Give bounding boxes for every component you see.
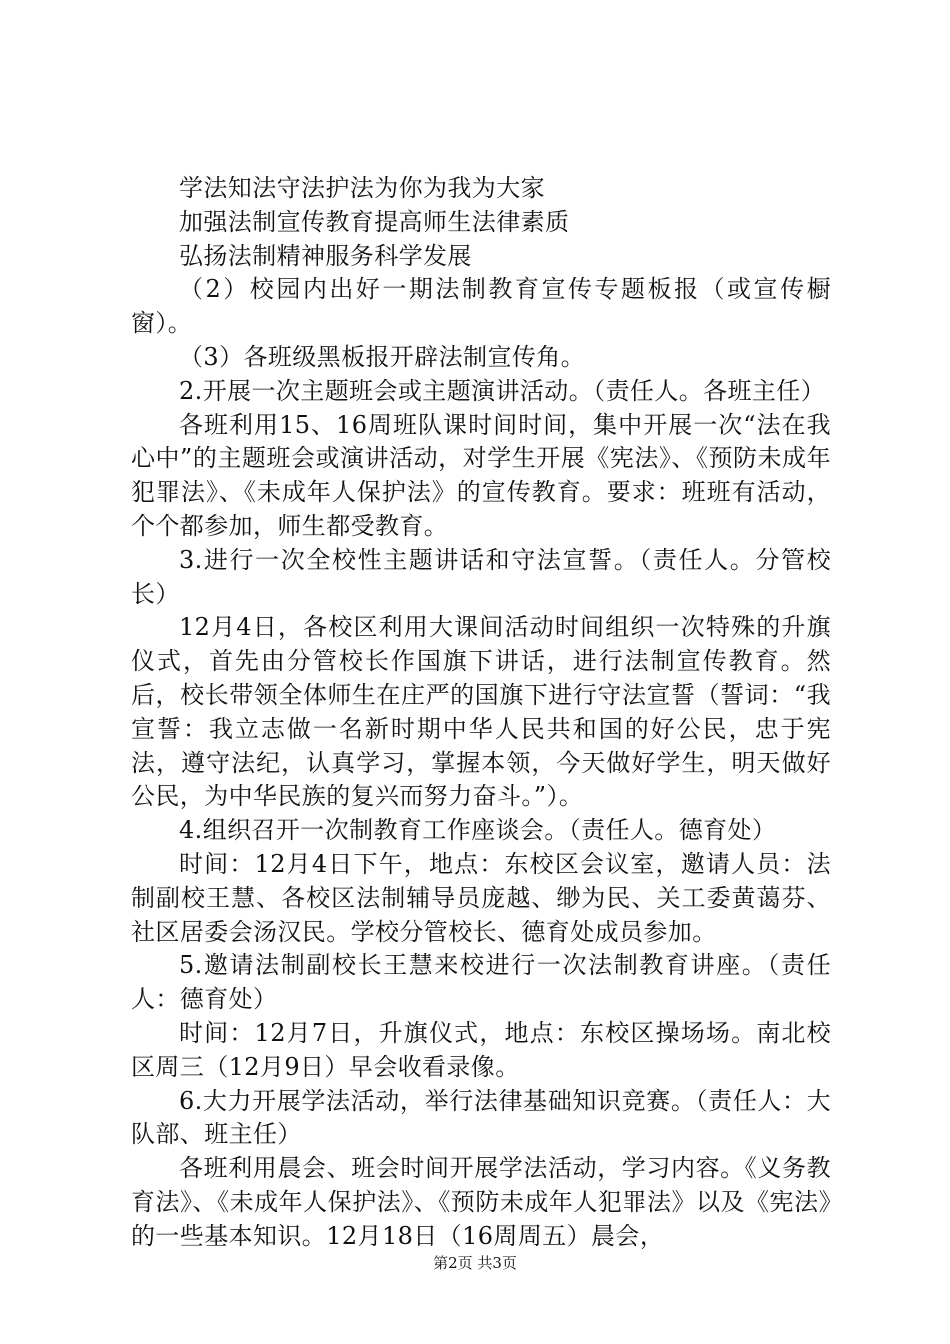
heading-symposium: 4.组织召开一次制教育工作座谈会。（责任人。德育处） — [179, 816, 777, 845]
paragraph-competition: 各班利用晨会、班会时间开展学法活动，学习内容。《义务教育法》、《未成年人保护法》、《预防未成年人犯罪法》以及《宪法》的一些基本知识。12月18日（16周周五）晨会， — [131, 1154, 831, 1250]
heading-speech-oath: 3.进行一次全校性主题讲话和守法宣誓。（责任人。分管校长） — [131, 545, 831, 608]
paragraph-speech-oath: 12月4日，各校区利用大课间活动时间组织一次特殊的升旗仪式，首先由分管校长作国旗下讲话，进行法制宣传教育。然后，校长带领全体师生在庄严的国旗下进行守法宣誓（誓词：“我宣誓：我立志做一名新时期中华人民共和国的好公民，忠于宪法，遵守法纪，认真学习，掌握本领，今天做好学生，明天做好公民，为中华民族的复兴而努力奋斗。”）。 — [131, 613, 831, 811]
paragraph-symposium: 时间：12月4日下午，地点：东校区会议室，邀请人员：法制副校王慧、各校区法制辅导员庞越、缈为民、关工委黄蔼芬、社区居委会汤汉民。学校分管校长、德育处成员参加。 — [131, 849, 831, 946]
paragraph-board-report: （2）校园内出好一期法制教育宣传专题板报（或宣传橱窗）。 — [131, 275, 831, 338]
document-body — [131, 172, 831, 1254]
paragraph-class-meeting: 各班利用15、16周班队课时间时间，集中开展一次“法在我心中”的主题班会或演讲活动，对学生开展《宪法》、《预防未成年犯罪法》、《未成年人保护法》的宣传教育。要求：班班有活动，个个都参加，师生都受教育。 — [131, 410, 831, 540]
slogan-line-3: 弘扬法制精神服务科学发展 — [179, 241, 472, 270]
slogan-line-1: 学法知法守法护法为你为我为大家 — [179, 174, 545, 202]
heading-class-meeting: 2.开展一次主题班会或主题演讲活动。（责任人。各班主任） — [179, 376, 826, 405]
paragraph-blackboard: （3）各班级黑板报开辟法制宣传角。 — [179, 342, 586, 371]
heading-competition: 6.大力开展学法活动，举行法律基础知识竞赛。（责任人：大队部、班主任） — [131, 1086, 831, 1149]
heading-lecture: 5.邀请法制副校长王慧来校进行一次法制教育讲座。（责任人：德育处） — [131, 951, 831, 1014]
paragraph-lecture: 时间：12月7日，升旗仪式，地点：东校区操场场。南北校区周三（12月9日）早会收看录像。 — [131, 1018, 831, 1081]
slogan-line-2: 加强法制宣传教育提高师生法律素质 — [179, 207, 570, 236]
page-number: 第2页 共3页 — [433, 1254, 517, 1272]
